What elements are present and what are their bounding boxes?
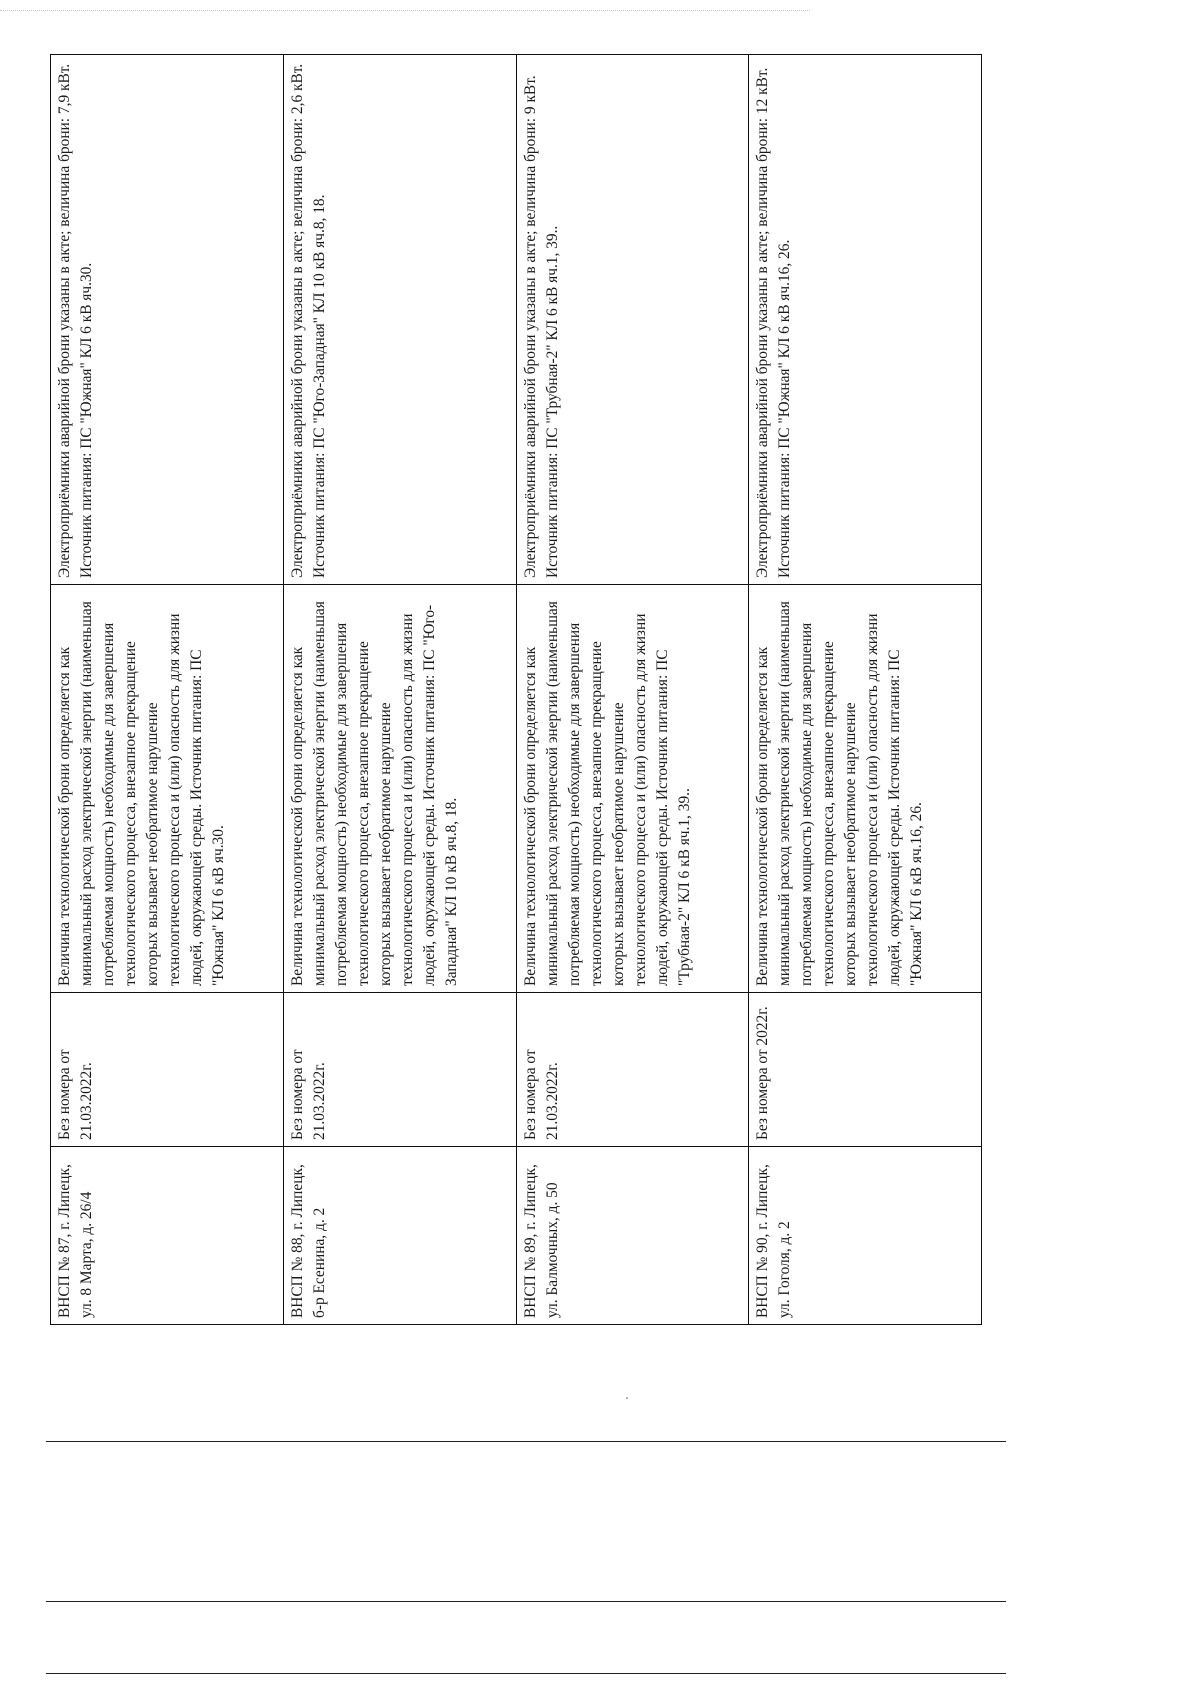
table-row	[749, 55, 982, 1325]
signature-line	[46, 1441, 1006, 1442]
emergency-reserve-cell: Электроприёмники аварийной брони указаны в акте; величина брони: 12 кВт. Источник питания: ПС "Южная" КЛ 6 кВ яч.16, 26.	[749, 55, 982, 585]
table-row	[51, 55, 284, 1325]
tech-reserve-cell: Величина технологической брони определяется как минимальный расход электрической энергии (наименьшая потребляемая мощность) необходимые для завершения технологического процесса, внезапное прекращение которых вызывает необратимое нарушение технологического процесса и (или) опасность для жизни людей, окружающей среды. Источник питания: ПС "Юго-Западная" КЛ 10 кВ яч.8, 18.	[283, 585, 516, 993]
act-cell: Без номера от 21.03.2022г.	[283, 993, 516, 1147]
object-cell: ВНСП № 89, г. Липецк, ул. Балмочных, д. 50	[516, 1147, 749, 1325]
tech-reserve-cell: Величина технологической брони определяется как минимальный расход электрической энергии (наименьшая потребляемая мощность) необходимые для завершения технологического процесса, внезапное прекращение которых вызывает необратимое нарушение технологического процесса и (или) опасность для жизни людей, окружающей среды. Источник питания: ПС "Южная" КЛ 6 кВ яч.30.	[51, 585, 284, 993]
reserve-table	[50, 54, 982, 1325]
signature-line	[46, 1601, 1006, 1602]
emergency-reserve-cell: Электроприёмники аварийной брони указаны в акте; величина брони: 9 кВт. Источник питания: ПС "Трубная-2" КЛ 6 кВ яч.1, 39..	[516, 55, 749, 585]
tech-reserve-cell: Величина технологической брони определяется как минимальный расход электрической энергии (наименьшая потребляемая мощность) необходимые для завершения технологического процесса, внезапное прекращение которых вызывает необратимое нарушение технологического процесса и (или) опасность для жизни людей, окружающей среды. Источник питания: ПС "Южная" КЛ 6 кВ яч.16, 26.	[749, 585, 982, 993]
scan-top-edge	[0, 10, 810, 11]
emergency-reserve-cell: Электроприёмники аварийной брони указаны в акте; величина брони: 7,9 кВт. Источник питания: ПС "Южная" КЛ 6 кВ яч.30.	[51, 55, 284, 585]
emergency-reserve-cell: Электроприёмники аварийной брони указаны в акте; величина брони: 2,6 кВт. Источник питания: ПС "Юго-Западная" КЛ 10 кВ яч.8, 18.	[283, 55, 516, 585]
act-cell: Без номера от 21.03.2022г.	[516, 993, 749, 1147]
table-row	[516, 55, 749, 1325]
rotated-table-container	[50, 55, 982, 1325]
object-cell: ВНСП № 90, г. Липецк, ул. Гоголя, д. 2	[749, 1147, 982, 1325]
act-cell: Без номера от 21.03.2022г.	[51, 993, 284, 1147]
scan-speck	[626, 1397, 628, 1399]
object-cell: ВНСП № 88, г. Липецк, б-р Есенина, д. 2	[283, 1147, 516, 1325]
signature-line	[46, 1673, 1006, 1674]
tech-reserve-cell: Величина технологической брони определяется как минимальный расход электрической энергии (наименьшая потребляемая мощность) необходимые для завершения технологического процесса, внезапное прекращение которых вызывает необратимое нарушение технологического процесса и (или) опасность для жизни людей, окружающей среды. Источник питания: ПС "Трубная-2" КЛ 6 кВ яч.1, 39..	[516, 585, 749, 993]
table-row	[283, 55, 516, 1325]
act-cell: Без номера от 2022г.	[749, 993, 982, 1147]
object-cell: ВНСП № 87, г. Липецк, ул. 8 Марта, д. 26/4	[51, 1147, 284, 1325]
